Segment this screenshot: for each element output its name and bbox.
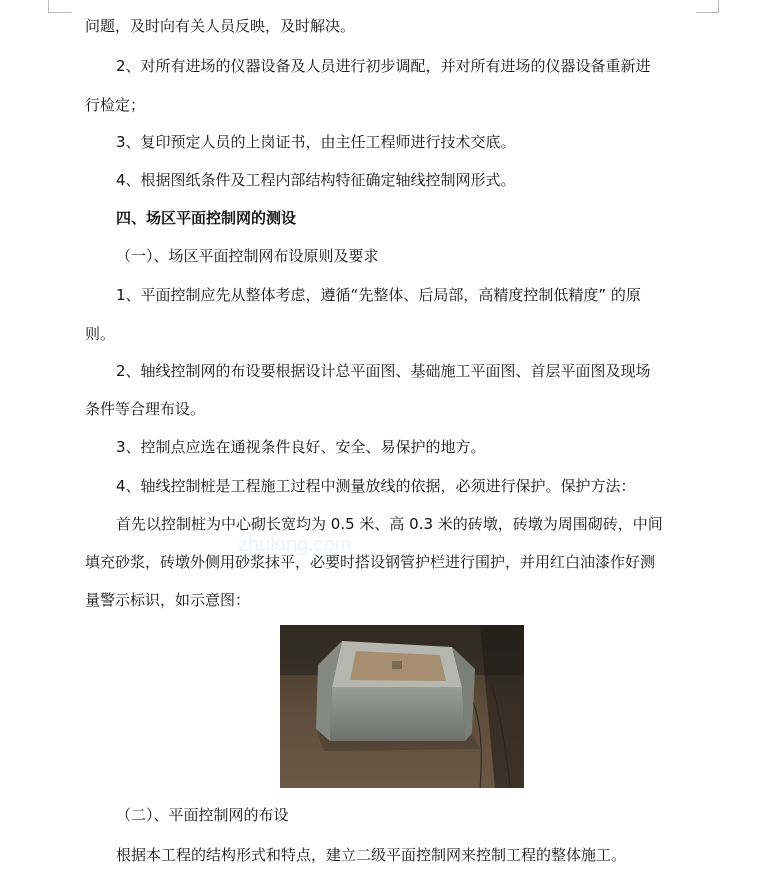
paragraph-line: 填充砂浆，砖墩外侧用砂浆抹平，必要时搭设钢管护栏进行围护，并用红白油漆作好测: [85, 553, 656, 571]
paragraph-line: 首先以控制桩为中心砌长宽均为 0.5 米、高 0.3 米的砖墩，砖墩为周围砌砖，中间: [116, 515, 663, 533]
crop-mark-top-left: [48, 0, 71, 13]
section-heading: 四、场区平面控制网的测设: [116, 209, 297, 227]
paragraph-line: 1、平面控制应先从整体考虑，遵循“先整体、后局部，高精度控制低精度” 的原: [116, 286, 641, 304]
control-pile-photo: [280, 625, 524, 788]
subsection-heading: （一）、场区平面控制网布设原则及要求: [116, 247, 379, 265]
paragraph-line: 则。: [85, 325, 116, 343]
paragraph-line: 3、控制点应选在通视条件良好、安全、易保护的地方。: [116, 438, 486, 456]
paragraph-line: 4、根据图纸条件及工程内部结构特征确定轴线控制网形式。: [116, 171, 516, 189]
subsection-heading: （二）、平面控制网的布设: [116, 806, 289, 824]
watermark: zhulong.com: [238, 534, 352, 556]
paragraph-line: 2、轴线控制网的布设要根据设计总平面图、基础施工平面图、首层平面图及现场: [116, 362, 651, 380]
paragraph-line: 量警示标识，如示意图：: [85, 591, 251, 609]
paragraph-line: 3、复印预定人员的上岗证书，由主任工程师进行技术交底。: [116, 133, 516, 151]
paragraph-line: 4、轴线控制桩是工程施工过程中测量放线的依据，必须进行保护。保护方法：: [116, 477, 636, 495]
paragraph-line: 2、对所有进场的仪器设备及人员进行初步调配，并对所有进场的仪器设备重新进: [116, 57, 651, 75]
paragraph-line: 行检定；: [85, 96, 146, 114]
paragraph-line: 条件等合理布设。: [85, 400, 206, 418]
paragraph-line: 问题，及时向有关人员反映，及时解决。: [85, 17, 356, 35]
paragraph-line: 根据本工程的结构形式和特点，建立二级平面控制网来控制工程的整体施工。: [116, 846, 627, 864]
crop-mark-top-right: [696, 0, 719, 13]
